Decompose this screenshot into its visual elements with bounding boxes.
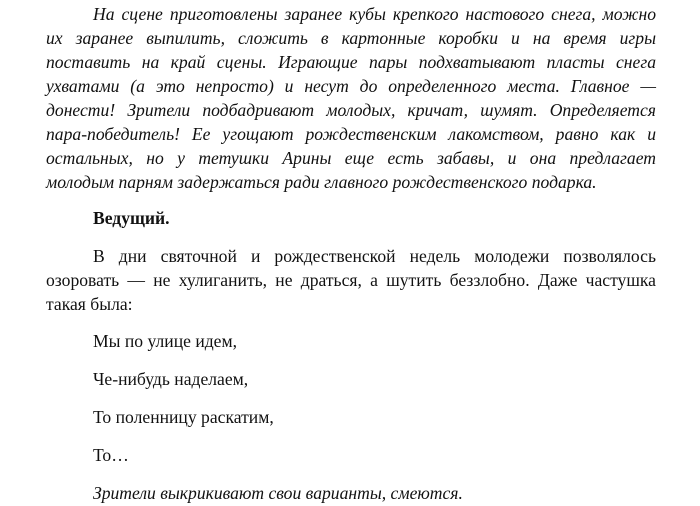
stage-direction-line: пара-победитель! Ее угощают рождественским лакомством, равно как и bbox=[46, 124, 656, 144]
narration-line: озоровать — не хулиганить, не драться, а шутить беззлобно. Даже частушка bbox=[46, 270, 656, 290]
narration-paragraph bbox=[46, 244, 656, 316]
stage-direction-line: донести! Зрители подбадривают молодых, кричат, шумят. Определяется bbox=[46, 100, 656, 120]
speaker-heading: Ведущий. bbox=[93, 208, 170, 228]
verse-line: Че-нибудь наделаем, bbox=[93, 369, 249, 389]
stage-direction-line: остальных, но у тетушки Арины еще есть забавы, и она предлагает bbox=[46, 148, 656, 168]
narration-line: В дни святочной и рождественской недель молодежи позволялось bbox=[93, 246, 656, 266]
stage-direction-line: На сцене приготовлены заранее кубы крепкого настового снега, можно bbox=[93, 4, 656, 24]
stage-direction-line: поставить на край сцены. Играющие пары подхватывают пласты снега bbox=[46, 52, 656, 72]
narration-line: такая была: bbox=[46, 294, 133, 314]
verse-line: То… bbox=[93, 445, 129, 465]
verse-line: То поленницу раскатим, bbox=[93, 407, 274, 427]
stage-direction-line: ухватами (а это непросто) и несут до определенного места. Главное — bbox=[46, 76, 656, 96]
stage-direction-line: молодым парням задержаться ради главного рождественского подарка. bbox=[46, 172, 597, 192]
stage-direction-paragraph bbox=[46, 2, 656, 194]
final-stage-remark: Зрители выкрикивают свои варианты, смеются. bbox=[93, 483, 463, 503]
stage-direction-line: их заранее выпилить, сложить в картонные коробки и на время игры bbox=[46, 28, 656, 48]
verse-line: Мы по улице идем, bbox=[93, 331, 238, 351]
